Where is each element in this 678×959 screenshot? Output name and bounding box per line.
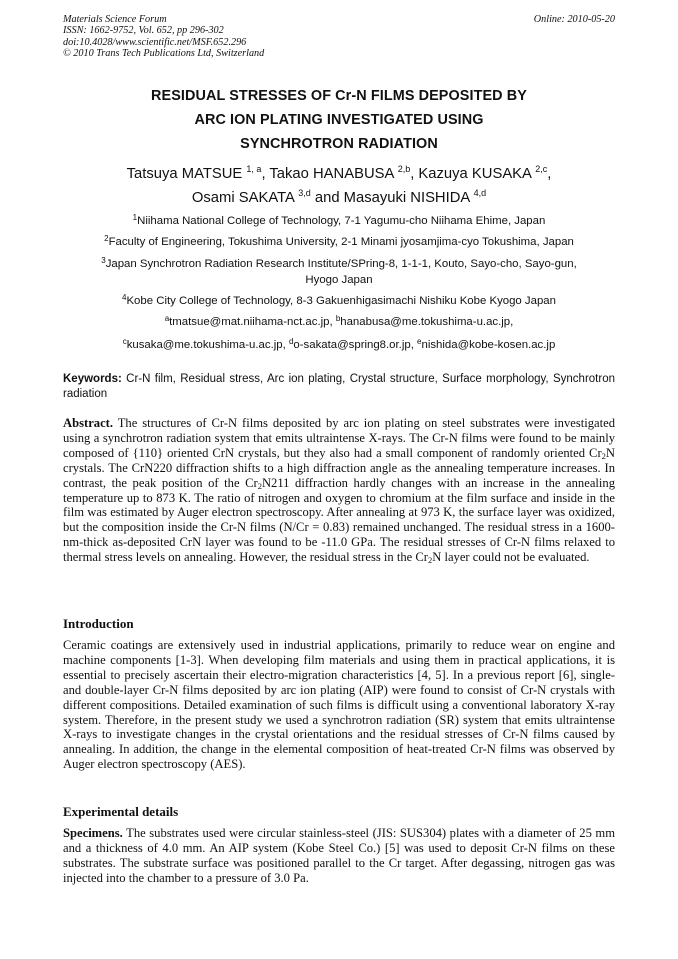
affiliation-text: Japan Synchrotron Radiation Research Institute/SPring-8, 1-1-1, Kouto, Sayo-cho, Sayo-gun, (105, 258, 577, 270)
email-address: kusaka@me.tokushima-u.ac.jp, (126, 339, 289, 351)
affiliation-mark: 3 (101, 256, 106, 265)
email-mark: b (335, 314, 341, 323)
affiliation-3 (63, 257, 615, 288)
affiliation-mark: 4 (122, 293, 127, 302)
experimental-heading: Experimental details (63, 804, 179, 819)
introduction-paragraph: Ceramic coatings are extensively used in industrial applications, primarily to reduce wear on engine and machine components [1-3]. When developing film materials and using them in practical applications, it is essential to precisely ascertain their electro-migration characteristics [4, 5]. In a previous report [6], single- and double-layer Cr-N films deposited by arc ion plating (AIP) were found to consist of Cr-N crystals with different compositions. Detailed examination of such films is difficult using a conventional laboratory X-ray system. Therefore, in the present study we used a synchrotron radiation (SR) system that emits ultraintense X-rays to investigate changes in the crystal orientations and the residual stresses of Cr-N films caused by annealing. In addition, the change in the elemental composition of heat-treated Cr-N films was observed by Auger electron spectroscopy (AES). (63, 638, 615, 772)
author-name: Osami SAKATA (191, 189, 299, 206)
author-affiliation-mark: 3,d (298, 187, 311, 198)
email-address: o-sakata@spring8.or.jp, (293, 339, 418, 351)
authors-line-2 (63, 187, 615, 211)
email-mark: c (122, 337, 127, 346)
keywords-label: Keywords: (63, 373, 122, 385)
author-name: Tatsuya MATSUE (126, 166, 247, 182)
abstract-text-1: The structures of Cr-N films deposited by arc ion plating on steel substrates were investigated using a synchrotron radiation system that emits ultraintense X-rays. The Cr-N films were found to be mainly composed of {110} oriented CrN crystals, but they also had a small component of randomly oriented Cr (63, 416, 615, 460)
author-name: and Masayuki NISHIDA (310, 189, 474, 206)
paper-title (63, 84, 615, 157)
abstract-text-2: N crystals. The CrN220 diffraction shifts to a high diffraction angle as the annealing temperature increases. In contrast, the peak position of the Cr (63, 445, 615, 490)
affiliation-2 (63, 235, 615, 251)
affiliation-3-line-2: Hyogo Japan (305, 273, 373, 286)
specimens-paragraph (63, 826, 615, 886)
journal-header (63, 14, 615, 60)
title-line-2: ARC ION PLATING INVESTIGATED USING (194, 112, 484, 129)
email-address: nishida@kobe-kosen.ac.jp (421, 339, 556, 351)
abstract-label: Abstract. (63, 416, 114, 430)
subscript: 2 (257, 480, 262, 491)
affiliation-mark: 2 (104, 234, 109, 243)
email-address: tmatsue@mat.niihama-nct.ac.jp, (169, 316, 336, 328)
specimens-label: Specimens. (63, 826, 123, 840)
affiliation-text: Kobe City College of Technology, 8-3 Gakuenhigasimachi Nishiku Kobe Kyogo Japan (126, 295, 556, 307)
issn-line: ISSN: 1662-9752, Vol. 652, pp 296-302 (63, 25, 224, 37)
keywords-block (63, 372, 615, 401)
email-mark: a (164, 314, 170, 323)
affiliation-text: Faculty of Engineering, Tokushima University, 2-1 Minami jyosamjima-cyo Tokushima, Japan (108, 236, 574, 248)
abstract-block (63, 416, 615, 565)
doi-line: doi:10.4028/www.scientific.net/MSF.652.296 (63, 36, 247, 48)
subscript: 2 (601, 450, 606, 461)
introduction-heading: Introduction (63, 616, 134, 631)
abstract-text-4: N layer could not be evaluated. (432, 550, 590, 565)
email-address: hanabusa@me.tokushima-u.ac.jp, (340, 316, 514, 328)
author-affiliation-mark: 4,d (473, 187, 487, 198)
author-affiliation-mark: 2,c (535, 164, 548, 174)
authors-line-1 (63, 163, 615, 187)
affiliation-mark: 1 (132, 213, 138, 222)
copyright-line: © 2010 Trans Tech Publications Ltd, Switzerland (63, 48, 265, 60)
author-name: , Takao HANABUSA (261, 166, 398, 182)
email-line-2 (63, 338, 615, 354)
online-date: Online: 2010-05-20 (533, 14, 615, 25)
affiliation-1 (63, 214, 615, 230)
author-affiliation-mark: 2,b (397, 164, 411, 174)
specimens-text: The substrates used were circular stainless-steel (JIS: SUS304) plates with a diameter of 25 mm and a thickness of 4.0 mm. An AIP system (Kobe Steel Co.) [5] was used to deposit Cr-N films on these substrates. The substrate surface was positioned parallel to the Cr target. After degassing, nitrogen gas was injected into the chamber to a pressure of 3.0 Pa. (63, 826, 615, 885)
author-list (63, 163, 615, 210)
email-mark: d (288, 337, 294, 346)
abstract-text-3: N211 diffraction hardly changes with an increase in the annealing temperature up to 873 K. The ratio of nitrogen and oxygen to chromium at the film surface and inside in the film was estimated by Auger electron spectroscopy. After annealing at 973 K, the surface layer was oxidized, but the composition inside the Cr-N films (N/Cr = 0.83) remained unchanged. The residual stress in a 1600-nm-thick as-deposited CrN layer was found to be -11.0 GPa. The residual stresses of Cr-N films relaxed to thermal stress levels on annealing. However, the residual stress in the Cr (63, 475, 615, 565)
keywords-text: Cr-N film, Residual stress, Arc ion plating, Crystal structure, Surface morphology, Synchrotron radiation (63, 373, 615, 400)
title-line-3: SYNCHROTRON RADIATION (240, 136, 438, 153)
author-name: , Kazuya KUSAKA (410, 166, 536, 182)
affiliation-text: Niihama National College of Technology, 7-1 Yagumu-cho Niihama Ehime, Japan (137, 215, 546, 227)
title-line-1: RESIDUAL STRESSES OF Cr-N FILMS DEPOSITED BY (151, 88, 527, 104)
email-mark: e (417, 337, 422, 346)
affiliation-4 (63, 294, 615, 310)
email-line-1 (63, 315, 615, 331)
subscript: 2 (427, 555, 433, 566)
affiliation-3-line-1 (63, 257, 615, 273)
author-separator: , (547, 166, 552, 182)
author-affiliation-mark: 1, a (246, 164, 262, 174)
journal-name: Materials Science Forum (63, 14, 167, 25)
